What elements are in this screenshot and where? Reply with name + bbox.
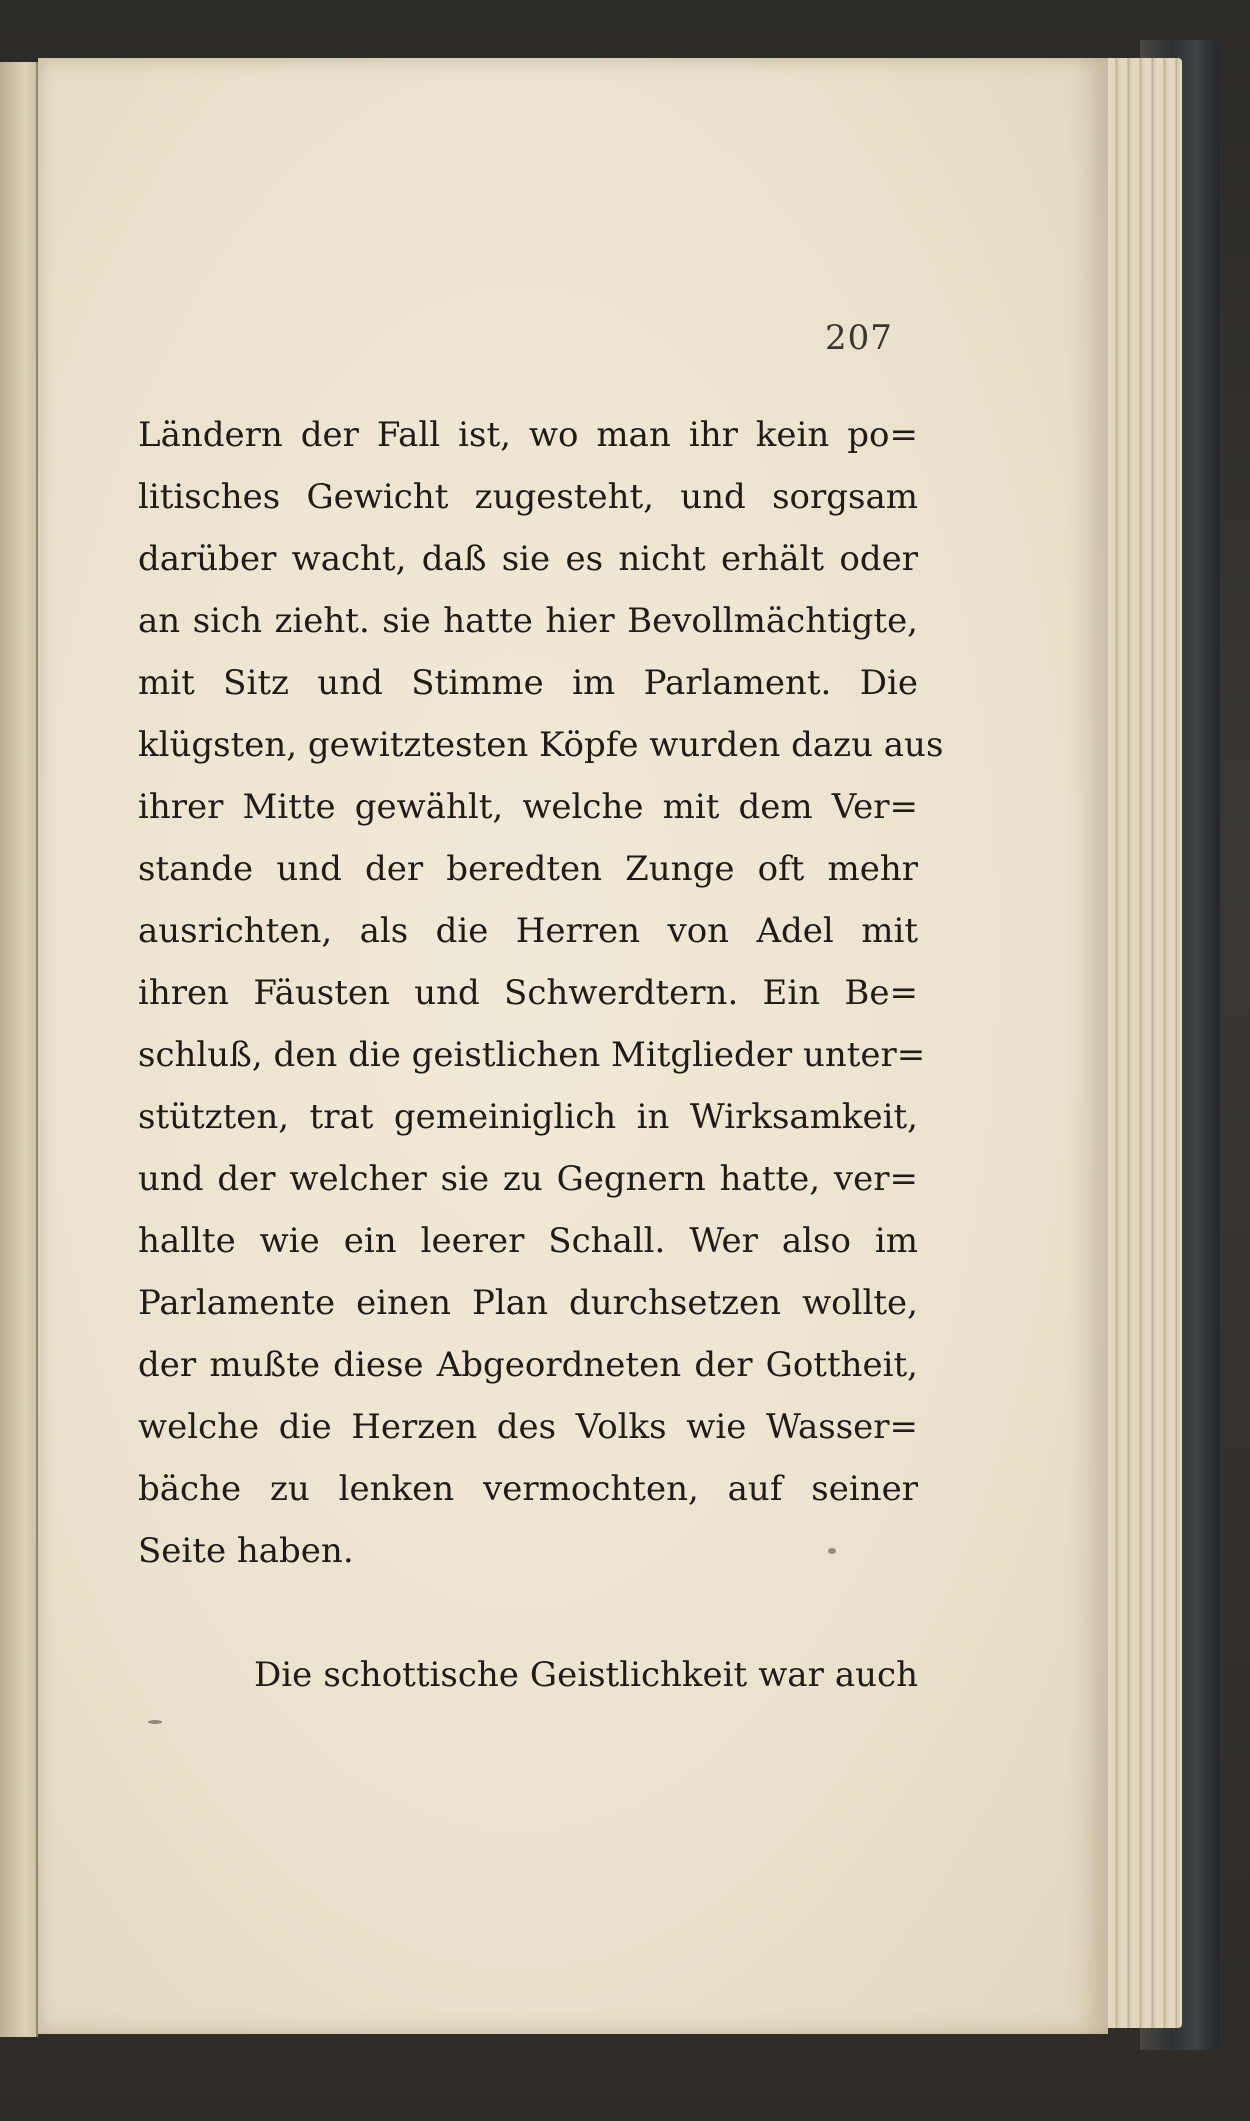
left-page-edge — [0, 62, 38, 2037]
text-line: stützten, trat gemeiniglich in Wirksamkeit, — [138, 1097, 918, 1137]
text-line: ausrichten, als die Herren von Adel mit — [138, 911, 918, 951]
ink-speck — [148, 1720, 162, 1724]
text-line: mit Sitz und Stimme im Parlament. Die — [138, 663, 918, 703]
text-line: bäche zu lenken vermochten, auf seiner — [138, 1469, 918, 1509]
text-line: schluß, den die geistlichen Mitglieder unter= — [138, 1035, 926, 1075]
text-line: Ländern der Fall ist, wo man ihr kein po= — [138, 415, 918, 455]
text-line: ihrer Mitte gewählt, welche mit dem Ver= — [138, 787, 918, 827]
text-line: ihren Fäusten und Schwerdtern. Ein Be= — [138, 973, 918, 1013]
ink-speck — [828, 1548, 836, 1554]
text-line: darüber wacht, daß sie es nicht erhält oder — [138, 539, 918, 579]
text-line: stande und der beredten Zunge oft mehr — [138, 849, 918, 889]
book-page — [38, 58, 1108, 2034]
text-line: an sich zieht. sie hatte hier Bevollmächtigte, — [138, 601, 918, 641]
text-line: und der welcher sie zu Gegnern hatte, ver= — [138, 1159, 918, 1199]
text-line: Parlamente einen Plan durchsetzen wollte, — [138, 1283, 918, 1323]
next-paragraph-line: Die schottische Geistlichkeit war auch — [254, 1655, 918, 1695]
text-line: litisches Gewicht zugesteht, und sorgsam — [138, 477, 918, 517]
text-line: welche die Herzen des Volks wie Wasser= — [138, 1407, 918, 1447]
page-text — [138, 404, 944, 1706]
text-line: hallte wie ein leerer Schall. Wer also im — [138, 1221, 918, 1261]
text-line: Seite haben. — [138, 1531, 354, 1571]
paragraph-gap — [138, 1582, 918, 1644]
page-number: 207 — [825, 318, 893, 358]
text-line: der mußte diese Abgeordneten der Gottheit, — [138, 1345, 918, 1385]
text-line: klügsten, gewitztesten Köpfe wurden dazu aus — [138, 725, 944, 765]
